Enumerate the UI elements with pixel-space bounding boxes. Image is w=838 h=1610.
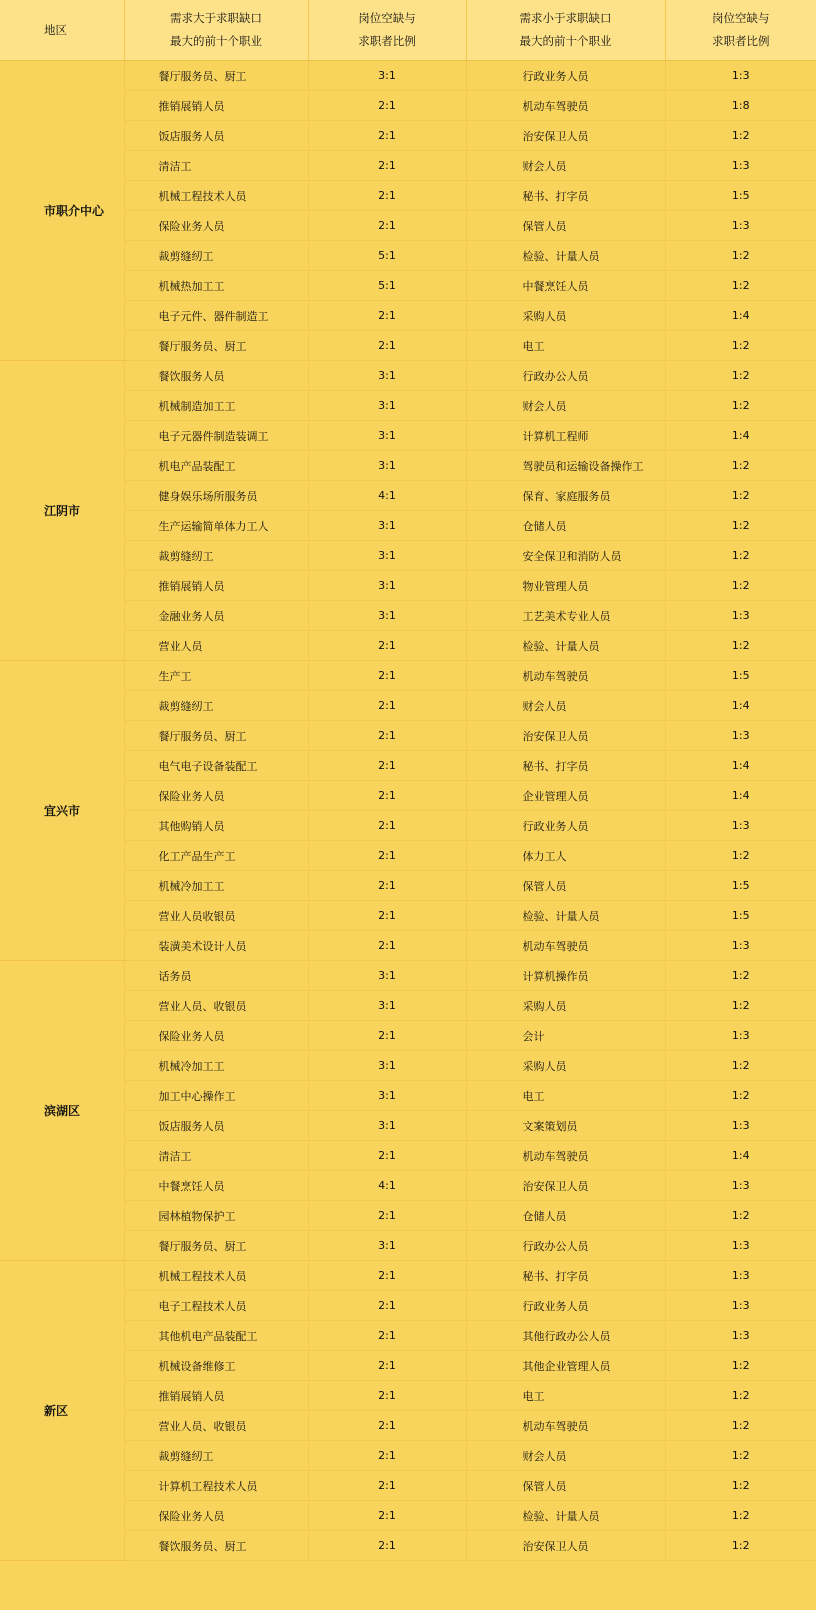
- high-demand-job: 营业人员收银员: [124, 901, 308, 931]
- high-demand-job: 其他购销人员: [124, 811, 308, 841]
- high-demand-job: 餐饮服务员、厨工: [124, 1531, 308, 1561]
- high-demand-ratio: 2:1: [308, 1321, 466, 1351]
- high-demand-ratio: 3:1: [308, 1231, 466, 1261]
- header-high-demand-line2: 最大的前十个职业: [170, 34, 262, 48]
- low-demand-ratio: 1:2: [665, 1411, 816, 1441]
- header-ratio2-line2: 求职者比例: [712, 34, 770, 48]
- low-demand-ratio: 1:2: [665, 1531, 816, 1561]
- low-demand-ratio: 1:2: [665, 631, 816, 661]
- high-demand-job: 机械冷加工工: [124, 1051, 308, 1081]
- table-header: [0, 0, 816, 61]
- low-demand-job: 治安保卫人员: [466, 1531, 665, 1561]
- high-demand-ratio: 2:1: [308, 871, 466, 901]
- low-demand-ratio: 1:3: [665, 601, 816, 631]
- low-demand-job: 检验、计量人员: [466, 1501, 665, 1531]
- high-demand-job: 机械工程技术人员: [124, 181, 308, 211]
- high-demand-job: 餐饮服务人员: [124, 361, 308, 391]
- high-demand-job: 装潢美术设计人员: [124, 931, 308, 961]
- high-demand-ratio: 2:1: [308, 931, 466, 961]
- low-demand-job: 驾驶员和运输设备操作工: [466, 451, 665, 481]
- low-demand-ratio: 1:3: [665, 151, 816, 181]
- region-name: 市职介中心: [0, 61, 124, 361]
- low-demand-ratio: 1:2: [665, 961, 816, 991]
- low-demand-job: 机动车驾驶员: [466, 661, 665, 691]
- low-demand-job: 仓储人员: [466, 1201, 665, 1231]
- high-demand-job: 清洁工: [124, 1141, 308, 1171]
- high-demand-job: 话务员: [124, 961, 308, 991]
- low-demand-job: 治安保卫人员: [466, 1171, 665, 1201]
- low-demand-ratio: 1:2: [665, 1201, 816, 1231]
- high-demand-job: 机械工程技术人员: [124, 1261, 308, 1291]
- high-demand-ratio: 2:1: [308, 1201, 466, 1231]
- high-demand-ratio: 2:1: [308, 1381, 466, 1411]
- high-demand-ratio: 2:1: [308, 181, 466, 211]
- high-demand-job: 电子元件、器件制造工: [124, 301, 308, 331]
- high-demand-job: 机械冷加工工: [124, 871, 308, 901]
- high-demand-job: 裁剪缝纫工: [124, 541, 308, 571]
- high-demand-ratio: 2:1: [308, 1021, 466, 1051]
- header-high-demand-ratio: [308, 0, 466, 61]
- high-demand-ratio: 3:1: [308, 991, 466, 1021]
- low-demand-ratio: 1:5: [665, 901, 816, 931]
- low-demand-ratio: 1:2: [665, 1441, 816, 1471]
- low-demand-ratio: 1:2: [665, 1471, 816, 1501]
- high-demand-job: 其他机电产品装配工: [124, 1321, 308, 1351]
- high-demand-ratio: 3:1: [308, 1111, 466, 1141]
- low-demand-job: 财会人员: [466, 691, 665, 721]
- low-demand-job: 治安保卫人员: [466, 721, 665, 751]
- region-name: 宜兴市: [0, 661, 124, 961]
- low-demand-job: 会计: [466, 1021, 665, 1051]
- low-demand-job: 电工: [466, 1381, 665, 1411]
- high-demand-job: 计算机工程技术人员: [124, 1471, 308, 1501]
- low-demand-job: 仓储人员: [466, 511, 665, 541]
- table-body: [0, 61, 816, 1561]
- high-demand-ratio: 2:1: [308, 331, 466, 361]
- high-demand-ratio: 3:1: [308, 541, 466, 571]
- high-demand-ratio: 3:1: [308, 571, 466, 601]
- low-demand-ratio: 1:3: [665, 61, 816, 91]
- header-region: 地区: [0, 0, 124, 61]
- header-ratio2-line1: 岗位空缺与: [712, 11, 770, 25]
- low-demand-job: 采购人员: [466, 301, 665, 331]
- high-demand-ratio: 2:1: [308, 1501, 466, 1531]
- low-demand-ratio: 1:2: [665, 841, 816, 871]
- low-demand-ratio: 1:2: [665, 1051, 816, 1081]
- low-demand-job: 财会人员: [466, 1441, 665, 1471]
- low-demand-job: 保管人员: [466, 871, 665, 901]
- high-demand-job: 保险业务人员: [124, 211, 308, 241]
- low-demand-ratio: 1:3: [665, 1291, 816, 1321]
- low-demand-ratio: 1:2: [665, 391, 816, 421]
- high-demand-ratio: 2:1: [308, 211, 466, 241]
- high-demand-job: 加工中心操作工: [124, 1081, 308, 1111]
- high-demand-job: 裁剪缝纫工: [124, 691, 308, 721]
- high-demand-ratio: 2:1: [308, 1141, 466, 1171]
- low-demand-ratio: 1:2: [665, 271, 816, 301]
- low-demand-job: 计算机操作员: [466, 961, 665, 991]
- high-demand-job: 化工产品生产工: [124, 841, 308, 871]
- header-ratio-line2: 求职者比例: [358, 34, 416, 48]
- low-demand-job: 检验、计量人员: [466, 901, 665, 931]
- high-demand-ratio: 2:1: [308, 691, 466, 721]
- low-demand-job: 其他行政办公人员: [466, 1321, 665, 1351]
- high-demand-ratio: 3:1: [308, 451, 466, 481]
- header-row: [0, 0, 816, 61]
- high-demand-job: 推销展销人员: [124, 1381, 308, 1411]
- high-demand-job: 营业人员: [124, 631, 308, 661]
- low-demand-ratio: 1:3: [665, 1111, 816, 1141]
- low-demand-job: 秘书、打字员: [466, 751, 665, 781]
- table-row: [0, 361, 816, 391]
- low-demand-ratio: 1:2: [665, 361, 816, 391]
- low-demand-ratio: 1:2: [665, 331, 816, 361]
- region-name: 新区: [0, 1261, 124, 1561]
- low-demand-ratio: 1:3: [665, 721, 816, 751]
- high-demand-job: 电气电子设备装配工: [124, 751, 308, 781]
- low-demand-ratio: 1:3: [665, 931, 816, 961]
- high-demand-ratio: 3:1: [308, 511, 466, 541]
- low-demand-job: 行政业务人员: [466, 811, 665, 841]
- low-demand-ratio: 1:3: [665, 211, 816, 241]
- low-demand-ratio: 1:2: [665, 481, 816, 511]
- low-demand-ratio: 1:2: [665, 1081, 816, 1111]
- high-demand-job: 保险业务人员: [124, 781, 308, 811]
- low-demand-job: 机动车驾驶员: [466, 1141, 665, 1171]
- high-demand-ratio: 4:1: [308, 1171, 466, 1201]
- low-demand-job: 行政办公人员: [466, 361, 665, 391]
- high-demand-ratio: 2:1: [308, 1351, 466, 1381]
- high-demand-ratio: 5:1: [308, 271, 466, 301]
- header-high-demand-line1: 需求大于求职缺口: [170, 11, 262, 25]
- low-demand-job: 秘书、打字员: [466, 1261, 665, 1291]
- low-demand-job: 保管人员: [466, 1471, 665, 1501]
- low-demand-job: 机动车驾驶员: [466, 91, 665, 121]
- table-row: [0, 961, 816, 991]
- high-demand-ratio: 2:1: [308, 781, 466, 811]
- low-demand-ratio: 1:5: [665, 181, 816, 211]
- high-demand-job: 推销展销人员: [124, 571, 308, 601]
- low-demand-ratio: 1:5: [665, 661, 816, 691]
- high-demand-job: 清洁工: [124, 151, 308, 181]
- low-demand-job: 安全保卫和消防人员: [466, 541, 665, 571]
- high-demand-job: 推销展销人员: [124, 91, 308, 121]
- high-demand-ratio: 3:1: [308, 601, 466, 631]
- high-demand-job: 电子工程技术人员: [124, 1291, 308, 1321]
- low-demand-job: 企业管理人员: [466, 781, 665, 811]
- high-demand-ratio: 2:1: [308, 631, 466, 661]
- high-demand-ratio: 3:1: [308, 961, 466, 991]
- low-demand-ratio: 1:2: [665, 541, 816, 571]
- low-demand-ratio: 1:4: [665, 421, 816, 451]
- high-demand-ratio: 5:1: [308, 241, 466, 271]
- low-demand-ratio: 1:3: [665, 1171, 816, 1201]
- high-demand-ratio: 3:1: [308, 1081, 466, 1111]
- high-demand-ratio: 2:1: [308, 1471, 466, 1501]
- low-demand-job: 行政办公人员: [466, 1231, 665, 1261]
- high-demand-job: 电子元器件制造装调工: [124, 421, 308, 451]
- header-low-demand-ratio: [665, 0, 816, 61]
- high-demand-job: 健身娱乐场所服务员: [124, 481, 308, 511]
- low-demand-ratio: 1:2: [665, 241, 816, 271]
- low-demand-job: 治安保卫人员: [466, 121, 665, 151]
- low-demand-ratio: 1:3: [665, 811, 816, 841]
- low-demand-job: 行政业务人员: [466, 1291, 665, 1321]
- high-demand-job: 金融业务人员: [124, 601, 308, 631]
- low-demand-ratio: 1:2: [665, 451, 816, 481]
- low-demand-ratio: 1:3: [665, 1261, 816, 1291]
- low-demand-job: 采购人员: [466, 991, 665, 1021]
- low-demand-job: 财会人员: [466, 151, 665, 181]
- high-demand-job: 餐厅服务员、厨工: [124, 331, 308, 361]
- high-demand-ratio: 3:1: [308, 421, 466, 451]
- header-low-demand-jobs: [466, 0, 665, 61]
- low-demand-job: 电工: [466, 331, 665, 361]
- low-demand-ratio: 1:2: [665, 1501, 816, 1531]
- low-demand-ratio: 1:2: [665, 511, 816, 541]
- low-demand-ratio: 1:4: [665, 751, 816, 781]
- high-demand-ratio: 2:1: [308, 751, 466, 781]
- low-demand-job: 保管人员: [466, 211, 665, 241]
- high-demand-ratio: 2:1: [308, 841, 466, 871]
- high-demand-job: 餐厅服务员、厨工: [124, 721, 308, 751]
- low-demand-ratio: 1:4: [665, 301, 816, 331]
- high-demand-job: 饭店服务人员: [124, 1111, 308, 1141]
- high-demand-ratio: 3:1: [308, 361, 466, 391]
- low-demand-job: 文案策划员: [466, 1111, 665, 1141]
- high-demand-ratio: 2:1: [308, 661, 466, 691]
- low-demand-ratio: 1:8: [665, 91, 816, 121]
- high-demand-job: 生产工: [124, 661, 308, 691]
- low-demand-job: 计算机工程师: [466, 421, 665, 451]
- low-demand-ratio: 1:2: [665, 121, 816, 151]
- high-demand-job: 营业人员、收银员: [124, 1411, 308, 1441]
- low-demand-job: 保育、家庭服务员: [466, 481, 665, 511]
- table-row: [0, 661, 816, 691]
- high-demand-ratio: 3:1: [308, 61, 466, 91]
- low-demand-job: 秘书、打字员: [466, 181, 665, 211]
- header-low-demand-line2: 最大的前十个职业: [519, 34, 612, 48]
- low-demand-job: 机动车驾驶员: [466, 1411, 665, 1441]
- low-demand-ratio: 1:3: [665, 1231, 816, 1261]
- high-demand-ratio: 2:1: [308, 1261, 466, 1291]
- low-demand-job: 体力工人: [466, 841, 665, 871]
- high-demand-ratio: 2:1: [308, 811, 466, 841]
- table-row: [0, 1261, 816, 1291]
- low-demand-ratio: 1:4: [665, 781, 816, 811]
- high-demand-job: 餐厅服务员、厨工: [124, 61, 308, 91]
- high-demand-ratio: 2:1: [308, 1411, 466, 1441]
- high-demand-ratio: 2:1: [308, 1441, 466, 1471]
- high-demand-job: 机械设备维修工: [124, 1351, 308, 1381]
- high-demand-job: 保险业务人员: [124, 1021, 308, 1051]
- high-demand-ratio: 4:1: [308, 481, 466, 511]
- low-demand-ratio: 1:4: [665, 1141, 816, 1171]
- low-demand-ratio: 1:3: [665, 1321, 816, 1351]
- high-demand-ratio: 2:1: [308, 301, 466, 331]
- high-demand-job: 裁剪缝纫工: [124, 241, 308, 271]
- low-demand-job: 采购人员: [466, 1051, 665, 1081]
- high-demand-job: 营业人员、收银员: [124, 991, 308, 1021]
- low-demand-job: 其他企业管理人员: [466, 1351, 665, 1381]
- header-low-demand-line1: 需求小于求职缺口: [519, 11, 612, 25]
- high-demand-ratio: 2:1: [308, 1531, 466, 1561]
- high-demand-ratio: 2:1: [308, 151, 466, 181]
- low-demand-job: 财会人员: [466, 391, 665, 421]
- table-row: [0, 61, 816, 91]
- high-demand-ratio: 2:1: [308, 1291, 466, 1321]
- high-demand-ratio: 3:1: [308, 391, 466, 421]
- high-demand-job: 机电产品装配工: [124, 451, 308, 481]
- header-high-demand-jobs: [124, 0, 308, 61]
- high-demand-ratio: 2:1: [308, 721, 466, 751]
- low-demand-ratio: 1:2: [665, 991, 816, 1021]
- high-demand-ratio: 3:1: [308, 1051, 466, 1081]
- high-demand-job: 裁剪缝纫工: [124, 1441, 308, 1471]
- low-demand-job: 机动车驾驶员: [466, 931, 665, 961]
- low-demand-job: 中餐烹饪人员: [466, 271, 665, 301]
- region-name: 滨湖区: [0, 961, 124, 1261]
- high-demand-job: 机械制造加工工: [124, 391, 308, 421]
- low-demand-job: 工艺美术专业人员: [466, 601, 665, 631]
- high-demand-ratio: 2:1: [308, 91, 466, 121]
- low-demand-job: 检验、计量人员: [466, 631, 665, 661]
- low-demand-job: 电工: [466, 1081, 665, 1111]
- high-demand-job: 餐厅服务员、厨工: [124, 1231, 308, 1261]
- high-demand-ratio: 2:1: [308, 901, 466, 931]
- low-demand-ratio: 1:3: [665, 1021, 816, 1051]
- low-demand-job: 物业管理人员: [466, 571, 665, 601]
- low-demand-ratio: 1:5: [665, 871, 816, 901]
- low-demand-ratio: 1:2: [665, 571, 816, 601]
- region-name: 江阴市: [0, 361, 124, 661]
- low-demand-job: 行政业务人员: [466, 61, 665, 91]
- high-demand-job: 园林植物保护工: [124, 1201, 308, 1231]
- header-ratio-line1: 岗位空缺与: [358, 11, 416, 25]
- low-demand-job: 检验、计量人员: [466, 241, 665, 271]
- high-demand-job: 机械热加工工: [124, 271, 308, 301]
- high-demand-job: 生产运输简单体力工人: [124, 511, 308, 541]
- low-demand-ratio: 1:2: [665, 1351, 816, 1381]
- high-demand-job: 中餐烹饪人员: [124, 1171, 308, 1201]
- high-demand-ratio: 2:1: [308, 121, 466, 151]
- high-demand-job: 保险业务人员: [124, 1501, 308, 1531]
- high-demand-job: 饭店服务人员: [124, 121, 308, 151]
- low-demand-ratio: 1:4: [665, 691, 816, 721]
- low-demand-ratio: 1:2: [665, 1381, 816, 1411]
